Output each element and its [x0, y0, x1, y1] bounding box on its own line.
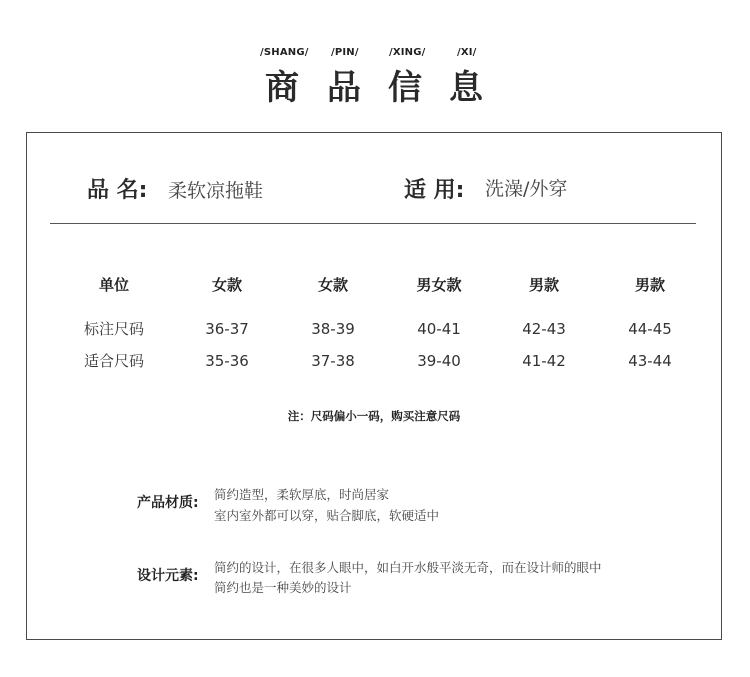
table-header-col5: 男款 [634, 276, 665, 294]
table-cell: 44-45 [628, 320, 672, 338]
size-note: 注：尺码偏小一码，购买注意尺码 [287, 409, 461, 423]
row-label-fit-size: 适合尺码 [83, 352, 144, 370]
material-line-1: 简约造型，柔软厚底，时尚居家 [214, 487, 390, 502]
design-line-1: 简约的设计，在很多人眼中，如白开水般平淡无奇，而在设计师的眼中 [214, 560, 602, 575]
usage-label: 适 用: [404, 178, 465, 203]
page-title [0, 68, 750, 108]
table-header-col4: 男款 [528, 276, 559, 294]
pinyin-shang: /SHANG/ [260, 47, 309, 58]
table-cell: 38-39 [311, 320, 355, 338]
material-label: 产品材质: [137, 495, 199, 511]
usage-value: 洗澡/外穿 [485, 178, 568, 200]
table-cell: 40-41 [417, 320, 461, 338]
pinyin-xing: /XING/ [389, 47, 426, 58]
table-cell: 42-43 [522, 320, 566, 338]
section-divider [50, 223, 696, 224]
product-name-value: 柔软凉拖鞋 [168, 180, 264, 202]
title-char-4: 息 [449, 68, 483, 108]
product-name-label: 品 名: [87, 178, 148, 203]
material-line-2: 室内室外都可以穿，贴合脚底，软硬适中 [214, 508, 440, 523]
pinyin-row [0, 47, 750, 61]
table-cell: 39-40 [417, 352, 461, 370]
table-header-col3: 男女款 [416, 276, 462, 294]
table-header-col1: 女款 [211, 276, 242, 294]
design-label: 设计元素: [137, 568, 199, 584]
title-char-2: 品 [327, 68, 361, 108]
table-cell: 35-36 [205, 352, 249, 370]
title-char-3: 信 [388, 68, 422, 108]
table-header-unit: 单位 [98, 276, 129, 294]
table-cell: 36-37 [205, 320, 249, 338]
row-label-marked-size: 标注尺码 [83, 320, 144, 338]
table-cell: 37-38 [311, 352, 355, 370]
title-char-1: 商 [265, 68, 299, 108]
table-cell: 43-44 [628, 352, 672, 370]
pinyin-xi: /XI/ [457, 47, 477, 58]
table-header-col2: 女款 [317, 276, 348, 294]
table-cell: 41-42 [522, 352, 566, 370]
product-info-panel [26, 132, 722, 640]
pinyin-pin: /PIN/ [331, 47, 359, 58]
design-line-2: 简约也是一种美妙的设计 [214, 580, 352, 595]
